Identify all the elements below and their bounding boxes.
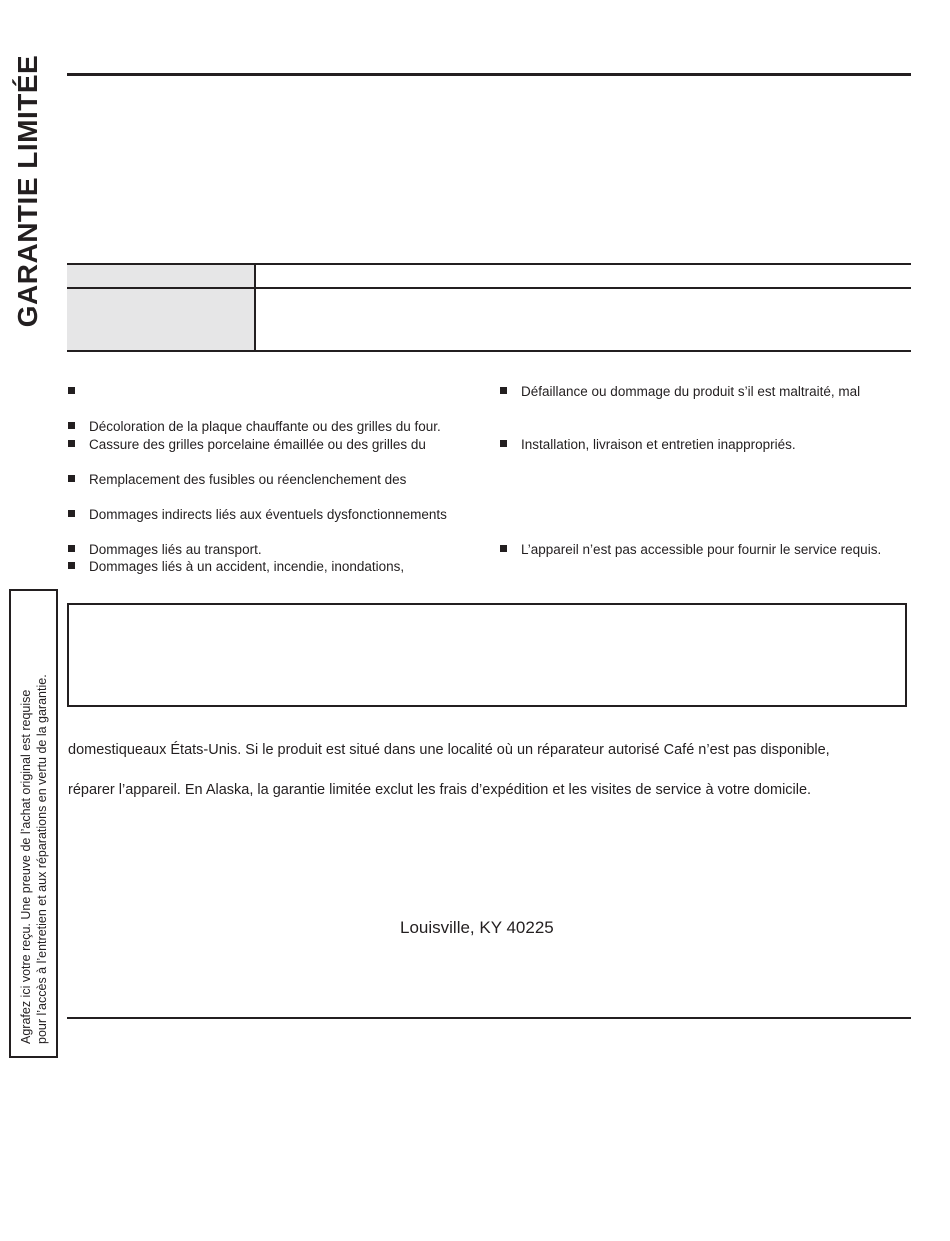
list-item: Installation, livraison et entretien inappropriés. — [500, 437, 796, 453]
table-bottom-rule — [67, 350, 911, 352]
bottom-rule — [67, 1017, 911, 1019]
list-item: Défaillance ou dommage du produit s’il est maltraité, mal — [500, 384, 860, 400]
bullet-icon — [68, 422, 75, 429]
body-text-line: réparer l’appareil. En Alaska, la garantie limitée exclut les frais d’expédition et les visites de service à votre domicile. — [68, 782, 812, 798]
list-item: Dommages indirects liés aux éventuels dysfonctionnements — [68, 507, 447, 523]
staple-receipt-box — [9, 589, 58, 1058]
table-body-cell — [67, 289, 254, 350]
bullet-icon — [68, 387, 75, 394]
bullet-icon — [500, 545, 507, 552]
bullet-icon — [68, 475, 75, 482]
list-item: Dommages liés à un accident, incendie, inondations, — [68, 559, 404, 575]
list-item: Dommages liés au transport. — [68, 542, 262, 558]
list-item: L’appareil n’est pas accessible pour fournir le service requis. — [500, 542, 881, 558]
address-city-line: Louisville, KY 40225 — [400, 918, 554, 937]
bullet-icon — [68, 510, 75, 517]
bullet-icon — [68, 440, 75, 447]
bullet-icon — [500, 440, 507, 447]
bullet-icon — [500, 387, 507, 394]
table-header-cell — [67, 265, 254, 287]
table-column-divider — [254, 263, 256, 352]
page-title: GARANTIE LIMITÉE — [12, 54, 43, 328]
bullet-icon — [68, 545, 75, 552]
list-item — [68, 384, 89, 400]
list-item: Cassure des grilles porcelaine émaillée ou des grilles du — [68, 437, 426, 453]
staple-note — [18, 604, 50, 1044]
top-rule — [67, 73, 911, 76]
list-item: Décoloration de la plaque chauffante ou des grilles du four. — [68, 419, 441, 435]
page-title-container — [8, 38, 48, 344]
staple-note-line: Agrafez ici votre reçu. Une preuve de l’achat original est requise — [18, 689, 33, 1044]
notice-box — [67, 603, 907, 707]
bullet-icon — [68, 562, 75, 569]
body-text-line: domestiqueaux États-Unis. Si le produit est situé dans une localité où un réparateur autorisé Café n’est pas disponible, — [68, 742, 830, 758]
staple-note-line: pour l’accès à l’entretien et aux réparations en vertu de la garantie. — [34, 673, 49, 1044]
list-item: Remplacement des fusibles ou réenclenchement des — [68, 472, 406, 488]
